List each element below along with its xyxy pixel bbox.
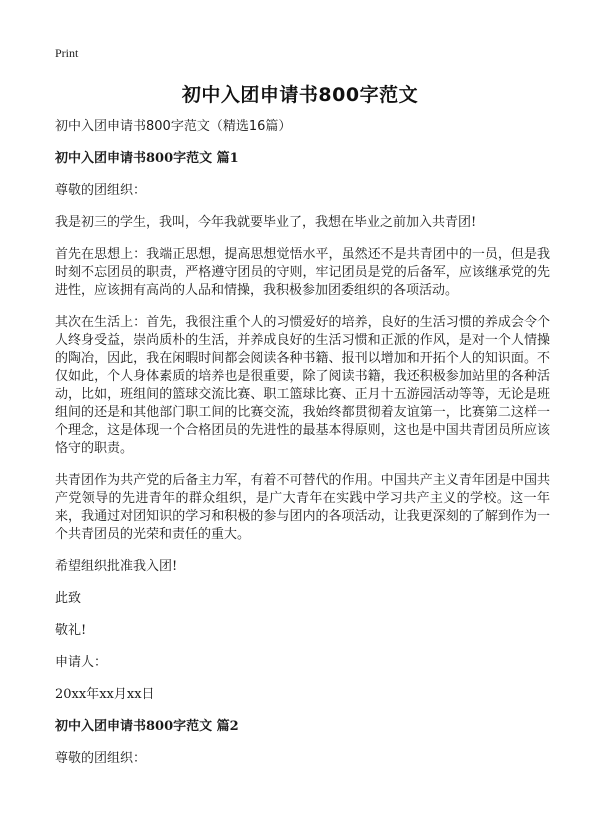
- paragraph-league: 共青团作为共产党的后备主力军，有着不可替代的作用。中国共产主义青年团是中国共产党领导的先进青年的群众组织，是广大青年在实践中学习共产主义的学校。这一年来，我通过对团知识的学习和积极的参与团内的各项活动，让我更深刻的了解到作为一个共青团员的光荣和责任的重大。: [55, 473, 550, 542]
- paragraph-life: 其次在生活上：首先，我很注重个人的习惯爱好的培养，良好的生活习惯的养成会令个人终身受益，崇尚质朴的生活，并养成良好的生活习惯和正派的作风，是对一个人情操的陶冶，因此，我在闲暇时间都会阅读各种书籍、报刊以增加和开拓个人的知识面。不仅如此，个人身体素质的培养也是很重要，除了阅读书籍，我还积极参加站里的各种活动，比如，班组间的篮球交流比赛、职工篮球比赛、正月十五游园活动等等，无论是班组间的还是和其他部门职工间的比赛交流，我始终都贯彻着友谊第一，比赛第二这样一个理念，这是体现一个合格团员的先进性的最基本得原则，这也是中国共青团员所应该恪守的职责。: [55, 315, 550, 456]
- document-title: 初中入团申请书800字范文: [181, 84, 419, 106]
- document-subtitle: 初中入团申请书800字范文（精选16篇）: [55, 119, 292, 134]
- section-heading-1: 初中入团申请书800字范文 篇1: [55, 151, 239, 166]
- salutation-2: 尊敬的团组织：: [55, 751, 147, 766]
- salutation-1: 尊敬的团组织：: [55, 183, 147, 198]
- paragraph-intro: 我是初三的学生，我叫，今年我就要毕业了，我想在毕业之前加入共青团!: [55, 215, 477, 230]
- applicant-label: 申请人：: [55, 655, 108, 670]
- section-heading-2: 初中入团申请书800字范文 篇2: [55, 719, 239, 734]
- closing-text: 此致: [55, 591, 82, 606]
- paragraph-request: 希望组织批准我入团!: [55, 559, 178, 574]
- regards-text: 敬礼!: [55, 623, 87, 638]
- paragraph-thought: 首先在思想上：我端正思想，提高思想觉悟水平，虽然还不是共青团中的一员，但是我时刻不忘团员的职责，严格遵守团员的守则，牢记团员是党的后备军，应该继承党的先进性，应该拥有高尚的人品和情操，我积极参加团委组织的各项活动。: [55, 247, 550, 298]
- print-label[interactable]: Print: [55, 46, 79, 60]
- document-body: [55, 118, 550, 782]
- date-text: 20xx年xx月xx日: [55, 687, 155, 702]
